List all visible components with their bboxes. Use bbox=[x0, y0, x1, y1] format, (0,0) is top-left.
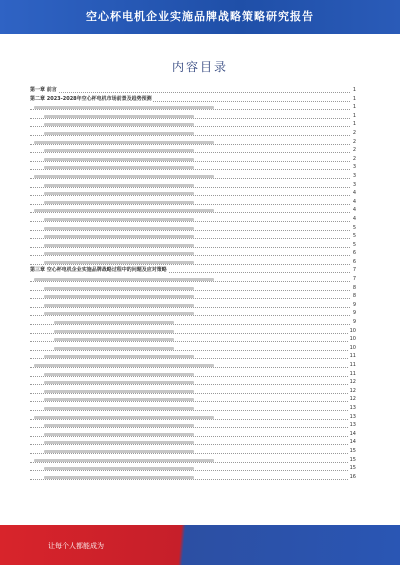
toc-entry-label bbox=[44, 115, 194, 118]
toc-entry-label bbox=[44, 398, 194, 401]
toc-leader bbox=[30, 178, 350, 179]
toc-entry-label bbox=[44, 158, 194, 161]
toc-entry-label bbox=[44, 261, 194, 264]
toc-leader bbox=[30, 161, 350, 162]
toc-entry[interactable] bbox=[30, 327, 356, 336]
toc-page-number: 2 bbox=[352, 147, 356, 154]
toc-entry[interactable] bbox=[30, 352, 356, 361]
toc-page-number: 3 bbox=[352, 172, 356, 179]
toc-entry-label bbox=[54, 347, 174, 350]
toc-leader bbox=[30, 401, 350, 402]
toc-page-number: 12 bbox=[349, 396, 356, 403]
toc-entry-label bbox=[44, 295, 194, 298]
toc-entry-label bbox=[44, 235, 194, 238]
toc-entry-label bbox=[54, 330, 174, 333]
toc-page-number: 1 bbox=[352, 95, 356, 102]
toc-leader bbox=[30, 238, 350, 239]
toc-entry-label bbox=[44, 450, 194, 453]
toc-page-number: 10 bbox=[349, 327, 356, 334]
toc-entry[interactable] bbox=[30, 335, 356, 344]
toc-leader bbox=[30, 230, 350, 231]
toc-leader bbox=[30, 135, 350, 136]
toc-page-number: 15 bbox=[349, 465, 356, 472]
toc-page-number: 1 bbox=[352, 121, 356, 128]
toc-entry[interactable] bbox=[30, 232, 356, 241]
toc-entry-label bbox=[44, 476, 194, 479]
toc-page-number: 6 bbox=[352, 258, 356, 265]
toc-entry[interactable] bbox=[30, 395, 356, 404]
toc-page-number: 8 bbox=[352, 284, 356, 291]
toc-entry-label bbox=[44, 312, 194, 315]
toc-entry-label bbox=[44, 441, 194, 444]
toc-entry-label bbox=[44, 304, 194, 307]
toc-entry[interactable] bbox=[30, 456, 356, 465]
toc-page-number: 13 bbox=[349, 413, 356, 420]
toc-leader bbox=[30, 92, 350, 93]
toc-page-number: 8 bbox=[352, 293, 356, 300]
toc-leader bbox=[30, 204, 350, 205]
toc-leader bbox=[30, 187, 350, 188]
toc-entry[interactable] bbox=[30, 206, 356, 215]
toc-entry-label bbox=[44, 433, 194, 436]
toc-page-number: 5 bbox=[352, 241, 356, 248]
toc-entry[interactable] bbox=[30, 275, 356, 284]
toc-entry-label bbox=[44, 467, 194, 470]
toc-leader bbox=[30, 410, 350, 411]
toc-page-number: 9 bbox=[352, 319, 356, 326]
toc-leader bbox=[30, 255, 350, 256]
toc-entry[interactable] bbox=[30, 344, 356, 353]
toc-leader bbox=[30, 419, 350, 420]
toc-entry-label bbox=[54, 338, 174, 341]
toc-entry[interactable] bbox=[30, 103, 356, 112]
toc-leader bbox=[30, 462, 350, 463]
toc-page-number: 3 bbox=[352, 181, 356, 188]
toc-entry-label: 第一章 前言 bbox=[30, 87, 57, 93]
toc-entry[interactable] bbox=[30, 292, 356, 301]
toc-leader bbox=[30, 281, 350, 282]
toc-entry-label bbox=[44, 244, 194, 247]
toc-page-number: 14 bbox=[349, 439, 356, 446]
toc-leader bbox=[30, 221, 350, 222]
toc-page-number: 5 bbox=[352, 233, 356, 240]
toc-page-number: 4 bbox=[352, 215, 356, 222]
toc-page-number: 11 bbox=[349, 362, 356, 368]
toc-page-number: 7 bbox=[352, 276, 356, 283]
toc-leader bbox=[30, 384, 350, 385]
toc-leader bbox=[30, 376, 350, 377]
toc-leader bbox=[30, 109, 350, 110]
toc-entry[interactable] bbox=[30, 370, 356, 379]
toc-leader bbox=[30, 307, 350, 308]
toc-page-number: 1 bbox=[352, 104, 356, 111]
toc-entry-label bbox=[44, 218, 194, 221]
toc-page-number: 7 bbox=[352, 267, 356, 274]
toc-entry[interactable] bbox=[30, 284, 356, 293]
toc-entry[interactable] bbox=[30, 129, 356, 138]
toc-leader bbox=[30, 470, 350, 471]
toc-entry-label bbox=[34, 278, 214, 281]
toc-entry-label bbox=[44, 381, 194, 384]
toc-entry-label bbox=[34, 416, 214, 419]
toc-entry-label: 第三章 空心杯电机企业实施品牌战略过程中的问题及应对策略 bbox=[30, 267, 167, 274]
report-title: 空心杯电机企业实施品牌战略策略研究报告 bbox=[86, 10, 314, 23]
toc-leader bbox=[30, 195, 350, 196]
toc-entry-label bbox=[34, 175, 214, 178]
toc-entry[interactable] bbox=[30, 258, 356, 267]
toc-entry-label bbox=[44, 355, 194, 358]
toc-leader bbox=[30, 393, 350, 394]
toc-leader bbox=[30, 367, 350, 368]
toc-page-number: 2 bbox=[352, 129, 356, 136]
toc-leader bbox=[30, 212, 350, 213]
toc-entry[interactable] bbox=[30, 464, 356, 473]
toc-leader bbox=[30, 315, 350, 316]
toc-leader bbox=[30, 350, 350, 351]
toc-entry[interactable] bbox=[30, 215, 356, 224]
toc-entry[interactable] bbox=[30, 224, 356, 233]
toc-entry[interactable] bbox=[30, 120, 356, 129]
toc-leader bbox=[30, 264, 350, 265]
toc-entry[interactable] bbox=[30, 266, 356, 275]
page-title: 内容目录 bbox=[171, 60, 228, 74]
toc-leader bbox=[30, 126, 350, 127]
toc-entry-label bbox=[44, 192, 194, 195]
toc-entry-label bbox=[44, 149, 194, 152]
toc-entry-label bbox=[54, 321, 174, 324]
toc-leader bbox=[30, 247, 350, 248]
toc-entry-label bbox=[44, 373, 194, 376]
toc-entry-label bbox=[44, 424, 194, 427]
toc-page-number: 4 bbox=[352, 190, 356, 197]
toc-entry[interactable] bbox=[30, 421, 356, 430]
toc-entry[interactable] bbox=[30, 473, 356, 482]
toc-page-number: 10 bbox=[349, 336, 356, 343]
toc-entry-label bbox=[44, 123, 194, 126]
toc-page-number: 14 bbox=[349, 430, 356, 437]
toc-page-number: 12 bbox=[349, 387, 356, 394]
toc-entry[interactable] bbox=[30, 361, 356, 370]
footer-slogan: 让每个人都能成为 bbox=[48, 542, 104, 550]
toc-entry-label bbox=[44, 166, 194, 169]
toc-leader bbox=[30, 453, 350, 454]
toc-page-number: 6 bbox=[352, 250, 356, 257]
toc-leader bbox=[30, 479, 350, 480]
toc-leader bbox=[30, 358, 350, 359]
toc-entry-label bbox=[44, 184, 194, 187]
toc-entry[interactable] bbox=[30, 404, 356, 413]
toc-entry[interactable] bbox=[30, 413, 356, 422]
toc-leader bbox=[30, 118, 350, 119]
toc-entry[interactable] bbox=[30, 447, 356, 456]
toc-entry-label bbox=[34, 209, 214, 212]
toc-entry-label bbox=[34, 364, 214, 367]
toc-page-number: 11 bbox=[349, 353, 356, 360]
toc-page-number: 4 bbox=[352, 198, 356, 205]
toc-leader bbox=[30, 444, 350, 445]
toc-page-number: 4 bbox=[352, 207, 356, 214]
toc-page-number: 1 bbox=[352, 112, 356, 119]
toc-page-number: 15 bbox=[349, 447, 356, 454]
toc-entry[interactable] bbox=[30, 112, 356, 121]
toc-entry-label: 第二章 2023-2028年空心杯电机市场前景及趋势预测 bbox=[30, 95, 152, 102]
toc-leader bbox=[30, 427, 350, 428]
toc-entry-label bbox=[44, 201, 194, 204]
toc-entry[interactable] bbox=[30, 318, 356, 327]
toc-entry[interactable] bbox=[30, 198, 356, 207]
toc-page-number: 9 bbox=[352, 301, 356, 308]
toc-page-number: 12 bbox=[349, 379, 356, 386]
toc-entry[interactable] bbox=[30, 181, 356, 190]
toc-entry-label bbox=[44, 390, 194, 393]
toc-entry[interactable] bbox=[30, 172, 356, 181]
toc-leader bbox=[30, 169, 350, 170]
toc-entry-label bbox=[44, 227, 194, 230]
toc-page-number: 13 bbox=[349, 422, 356, 429]
toc-entry-label bbox=[44, 132, 194, 135]
toc-entry-label bbox=[34, 141, 214, 144]
toc-leader bbox=[30, 152, 350, 153]
toc-leader bbox=[30, 144, 350, 145]
toc-entry[interactable] bbox=[30, 438, 356, 447]
toc-entry[interactable] bbox=[30, 378, 356, 387]
toc-page-number: 16 bbox=[349, 473, 356, 480]
toc-entry[interactable] bbox=[30, 155, 356, 164]
toc-page-number: 13 bbox=[349, 404, 356, 411]
toc-entry[interactable] bbox=[30, 249, 356, 258]
toc-entry[interactable] bbox=[30, 86, 356, 95]
toc-page-number: 11 bbox=[349, 370, 356, 377]
toc-leader bbox=[30, 436, 350, 437]
toc-entry[interactable] bbox=[30, 430, 356, 439]
table-of-contents bbox=[30, 86, 356, 481]
toc-page-number: 2 bbox=[352, 155, 356, 162]
toc-entry[interactable] bbox=[30, 95, 356, 104]
toc-entry[interactable] bbox=[30, 138, 356, 147]
toc-leader bbox=[30, 298, 350, 299]
toc-entry[interactable] bbox=[30, 189, 356, 198]
toc-entry[interactable] bbox=[30, 301, 356, 310]
toc-page-number: 15 bbox=[349, 456, 356, 463]
toc-entry[interactable] bbox=[30, 163, 356, 172]
toc-page-number: 2 bbox=[352, 138, 356, 145]
toc-entry[interactable] bbox=[30, 387, 356, 396]
toc-leader bbox=[30, 333, 350, 334]
toc-page-number: 5 bbox=[352, 224, 356, 231]
toc-leader bbox=[30, 290, 350, 291]
toc-page-number: 1 bbox=[352, 87, 356, 93]
toc-leader bbox=[30, 324, 350, 325]
toc-entry-label bbox=[34, 459, 214, 462]
toc-page-number: 3 bbox=[352, 164, 356, 171]
toc-entry[interactable] bbox=[30, 309, 356, 318]
toc-page-number: 9 bbox=[352, 310, 356, 317]
toc-page-number: 10 bbox=[349, 344, 356, 351]
toc-entry-label bbox=[44, 252, 194, 255]
toc-entry-label bbox=[34, 106, 214, 109]
toc-entry[interactable] bbox=[30, 146, 356, 155]
report-header-bar bbox=[0, 0, 400, 34]
toc-leader bbox=[30, 341, 350, 342]
toc-entry[interactable] bbox=[30, 241, 356, 250]
toc-entry-label bbox=[44, 287, 194, 290]
toc-entry-label bbox=[44, 407, 194, 410]
